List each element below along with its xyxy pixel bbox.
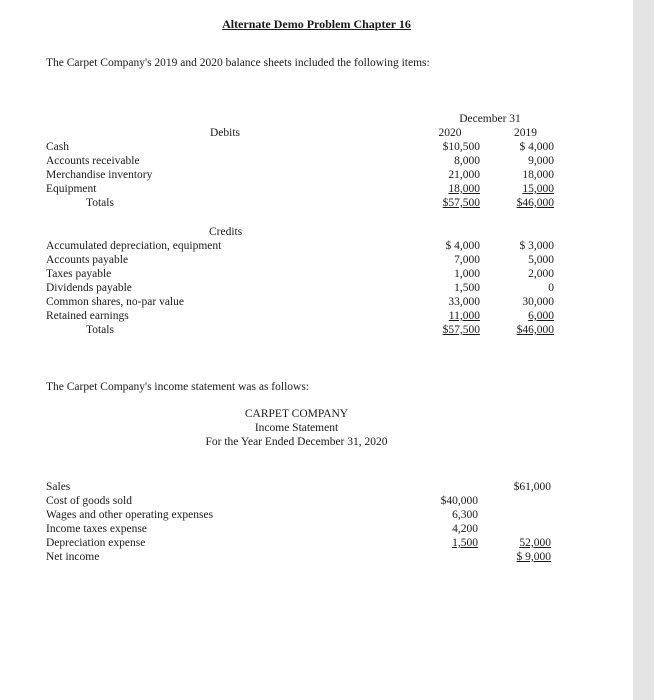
credit-2019: 0 [548, 282, 554, 294]
credit-label: Accounts payable [46, 254, 129, 266]
debit-2019: 9,000 [528, 155, 554, 167]
page-edge-strip [633, 0, 654, 700]
credit-label: Accumulated depreciation, equipment [46, 240, 222, 252]
credit-2020: $ 4,000 [445, 240, 480, 252]
expense-amount: 6,300 [452, 509, 478, 521]
intro-text: The Carpet Company's 2019 and 2020 balance sheets included the following items: [46, 57, 430, 69]
debit-2020: 21,000 [448, 169, 480, 181]
credit-2019: 6,000 [528, 310, 554, 322]
credit-2020: 1,500 [454, 282, 480, 294]
credit-2020: 7,000 [454, 254, 480, 266]
debit-label: Merchandise inventory [46, 169, 153, 181]
period-header: December 31 [459, 113, 521, 125]
credit-2019: 5,000 [528, 254, 554, 266]
debit-2020: 18,000 [448, 183, 480, 195]
credits-total-2019: $46,000 [516, 324, 554, 336]
credit-2020: 1,000 [454, 268, 480, 280]
year-2020-header: 2020 [438, 127, 462, 139]
debit-label: Equipment [46, 183, 97, 195]
net-income-amount: $ 9,000 [516, 551, 551, 563]
debits-total-2020: $57,500 [442, 197, 480, 209]
debits-total-2019: $46,000 [516, 197, 554, 209]
expense-amount: $40,000 [440, 495, 478, 507]
document-title: Alternate Demo Problem Chapter 16 [222, 17, 411, 31]
expense-label: Depreciation expense [46, 537, 146, 549]
debit-2019: $ 4,000 [519, 141, 554, 153]
credits-heading: Credits [209, 226, 243, 238]
credit-2020: 33,000 [448, 296, 480, 308]
expense-label: Income taxes expense [46, 523, 147, 535]
credit-label: Dividends payable [46, 282, 132, 294]
credits-total-2020: $57,500 [442, 324, 480, 336]
credit-2019: $ 3,000 [519, 240, 554, 252]
credit-2019: 2,000 [528, 268, 554, 280]
expense-amount: 1,500 [452, 537, 478, 549]
sales-amount: $61,000 [513, 481, 551, 493]
debit-label: Cash [46, 141, 69, 153]
sales-label: Sales [46, 481, 71, 493]
debit-2020: $10,500 [442, 141, 480, 153]
income-intro: The Carpet Company's income statement was as follows: [46, 381, 310, 393]
debit-2019: 15,000 [522, 183, 554, 195]
statement-period: For the Year Ended December 31, 2020 [205, 436, 388, 448]
credit-2019: 30,000 [522, 296, 554, 308]
net-income-label: Net income [46, 551, 100, 563]
total-expenses: 52,000 [519, 537, 551, 549]
credit-2020: 11,000 [448, 310, 480, 322]
credit-label: Taxes payable [46, 268, 112, 280]
credit-label: Common shares, no-par value [46, 296, 184, 308]
expense-amount: 4,200 [452, 523, 478, 535]
debits-total-label: Totals [86, 197, 114, 209]
debit-2019: 18,000 [522, 169, 554, 181]
company-name: CARPET COMPANY [244, 408, 349, 420]
credit-label: Retained earnings [46, 310, 129, 322]
year-2019-header: 2019 [514, 127, 537, 139]
debit-label: Accounts receivable [46, 155, 140, 167]
expense-label: Wages and other operating expenses [46, 509, 214, 521]
debits-heading: Debits [210, 127, 241, 139]
credits-total-label: Totals [86, 324, 114, 336]
expense-label: Cost of goods sold [46, 495, 132, 507]
debit-2020: 8,000 [454, 155, 480, 167]
statement-name: Income Statement [254, 422, 339, 434]
